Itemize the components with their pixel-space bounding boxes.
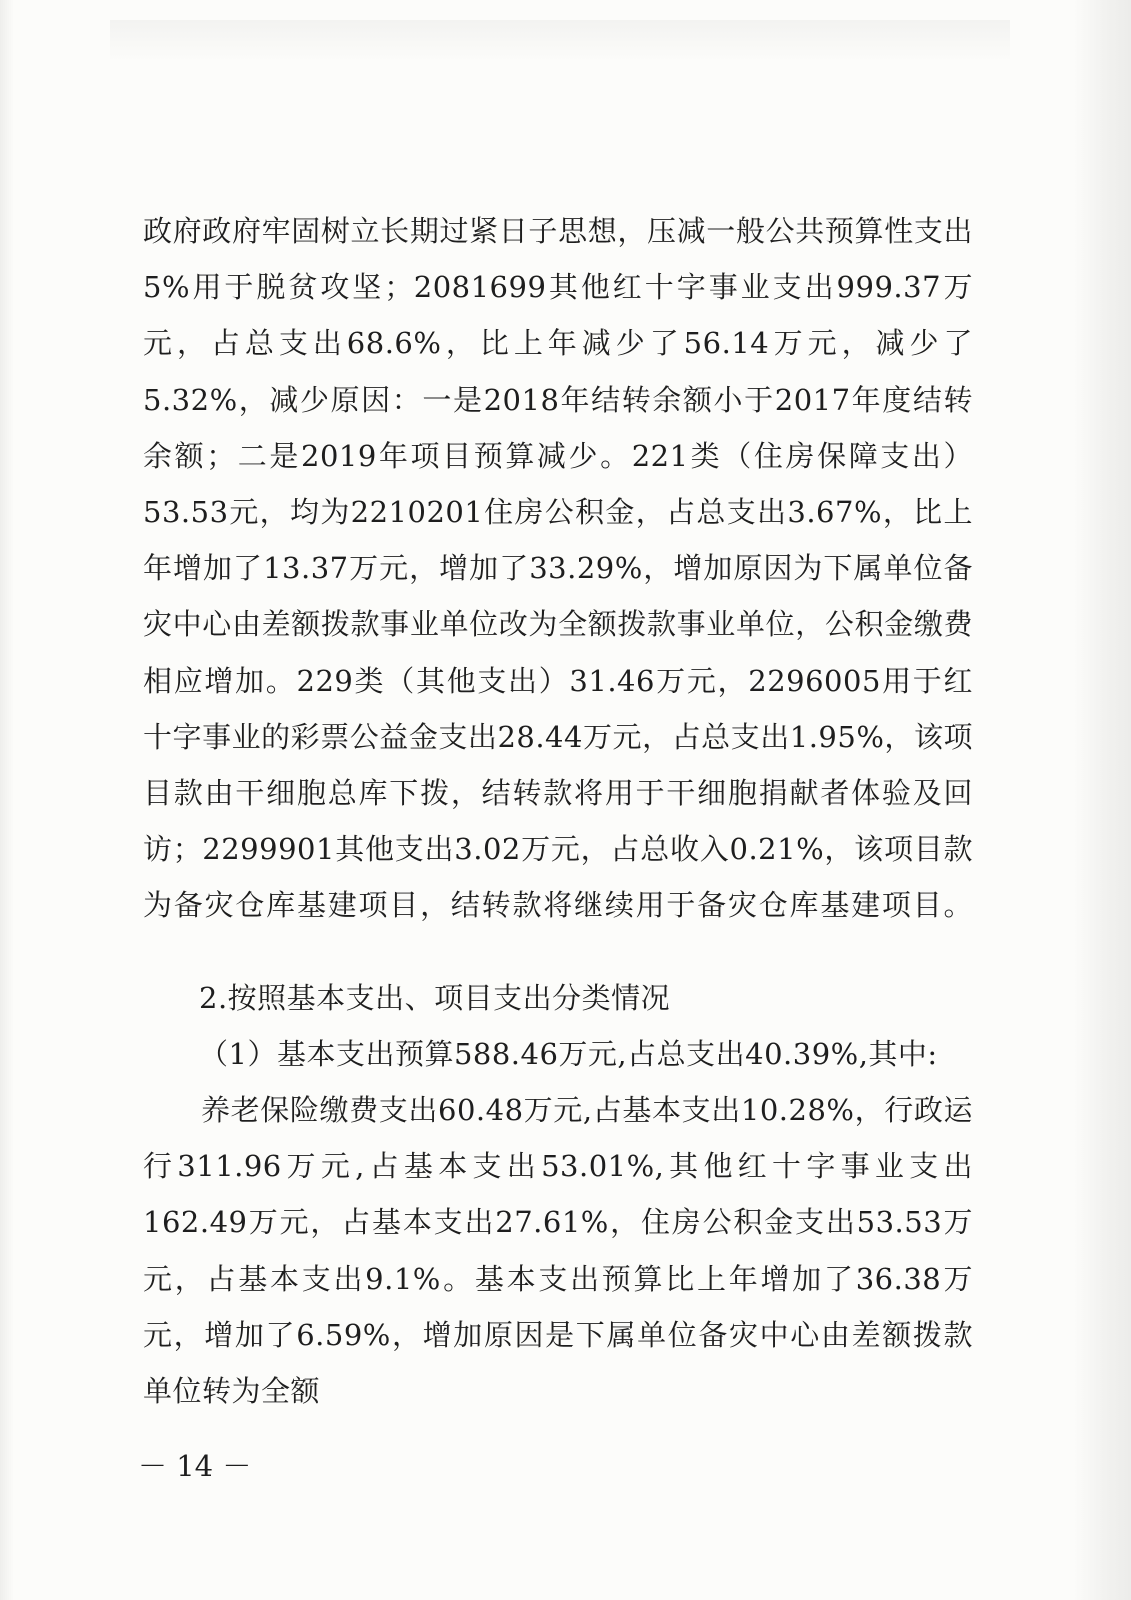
page-number: － 14 －	[138, 1449, 252, 1483]
scan-edge-left	[0, 0, 14, 1600]
subsection-heading: （1）基本支出预算588.46万元,占总支出40.39%,其中:	[199, 1037, 938, 1071]
section-heading: 2.按照基本支出、项目支出分类情况	[199, 981, 671, 1015]
scan-edge-right	[1073, 0, 1131, 1600]
continued-paragraph: 政府政府牢固树立长期过紧日子思想，压减一般公共预算性支出5%用于脱贫攻坚；2081699其他红十字事业支出999.37万元，占总支出68.6%，比上年减少了56.14万元，减少了5.32%，减少原因：一是2018年结转余额小于2017年度结转余额；二是2019年项目预算减少。221类（住房保障支出）53.53元，均为2210201住房公积金，占总支出3.67%，比上年增加了13.37万元，增加了33.29%，增加原因为下属单位备灾中心由差额拨款事业单位改为全额拨款事业单位，公积金缴费相应增加。229类（其他支出）31.46万元，2296005用于红十字事业的彩票公益金支出28.44万元，占总支出1.95%，该项目款由干细胞总库下拨，结转款将用于干细胞捐献者体验及回访；2299901其他支出3.02万元，占总收入0.21%，该项目款为备灾仓库基建项目，结转款将继续用于备灾仓库基建项目。	[143, 214, 973, 923]
basic-expenditure-paragraph: 养老保险缴费支出60.48万元,占基本支出10.28%，行政运行311.96万元,占基本支出53.01%,其他红十字事业支出162.49万元，占基本支出27.61%，住房公积金支出53.53万元，占基本支出9.1%。基本支出预算比上年增加了36.38万元，增加了6.59%，增加原因是下属单位备灾中心由差额拨款单位转为全额	[143, 1093, 973, 1409]
scan-top-shadow	[110, 20, 1010, 62]
